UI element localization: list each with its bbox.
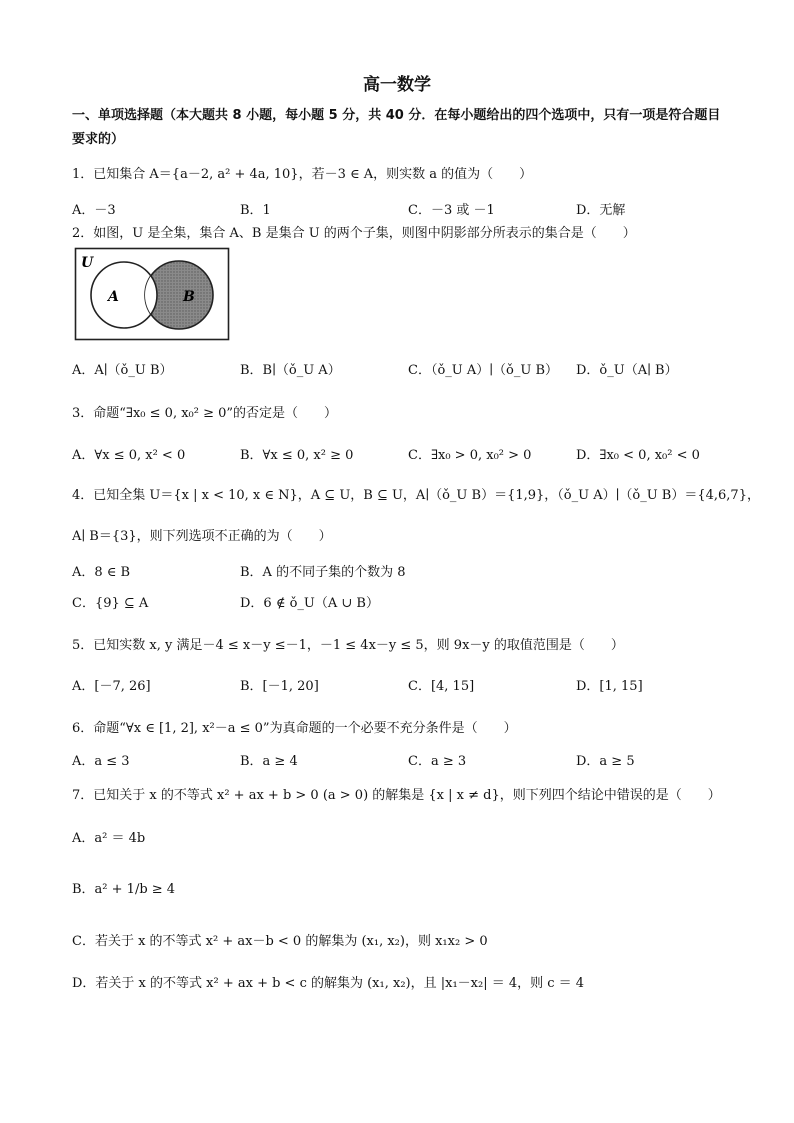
question-6-stem: 6．命题“∀x ∈ [1, 2], x²－a ≤ 0”为真命题的一个必要不充分条件是（ ） [72,721,517,736]
question-4-stem-continued: A∣ B＝{3}，则下列选项不正确的为（ ） [72,529,332,544]
set-b-label: B [183,289,195,305]
question-4-stem: 4．已知全集 U＝{x | x < 10, x ∈ N}，A ⊆ U，B ⊆ U，A∣（ǒ_U B）＝{1,9}，（ǒ_U A）∣（ǒ_U B）＝{4,6,7}， [72,488,760,503]
question-5-stem: 5．已知实数 x, y 满足－4 ≤ x－y ≤－1，－1 ≤ 4x－y ≤ 5，则 9x－y 的取值范围是（ ） [72,638,624,653]
question-3-option-a: A．∀x ≤ 0, x² < 0 [72,448,186,463]
page-title: 高一数学 [363,75,431,95]
question-2-option-c: C．（ǒ_U A）∣（ǒ_U B） [408,363,559,378]
question-6-option-c: C．a ≥ 3 [408,754,467,769]
question-4-option-d: D．6 ∉ ǒ_U（A ∪ B） [240,596,379,611]
question-3-option-d: D．∃x₀ < 0, x₀² < 0 [576,448,700,463]
set-a-label: A [108,289,119,305]
question-6-option-a: A．a ≤ 3 [72,754,130,769]
question-4-option-b: B．A 的不同子集的个数为 8 [240,565,406,580]
question-2-option-d: D．ǒ_U（A∣ B） [576,363,678,378]
question-3-stem: 3．命题“∃x₀ ≤ 0, x₀² ≥ 0”的否定是（ ） [72,406,338,421]
question-5-option-c: C．[4, 15] [408,679,475,694]
question-6-option-d: D．a ≥ 5 [576,754,635,769]
question-2-option-b: B．B∣（ǒ_U A） [240,363,341,378]
venn-diagram [74,247,230,345]
question-1-stem: 1．已知集合 A＝{a－2, a² + 4a, 10}，若－3 ∈ A，则实数 a 的值为（ ） [72,167,533,182]
question-1-option-b: B．1 [240,203,271,218]
question-5-option-b: B．[－1, 20] [240,679,319,694]
question-1-option-c: C．－3 或 －1 [408,203,495,218]
question-2-option-a: A．A∣（ǒ_U B） [72,363,173,378]
question-7-option-c: C．若关于 x 的不等式 x² + ax－b < 0 的解集为 (x₁, x₂)，则 x₁x₂ > 0 [72,934,488,949]
question-4-option-c: C．{9} ⊆ A [72,596,149,611]
question-3-option-b: B．∀x ≤ 0, x² ≥ 0 [240,448,354,463]
section-heading: 一、单项选择题（本大题共 8 小题，每小题 5 分，共 40 分．在每小题给出的四个选项中，只有一项是符合题目要求的） [72,108,721,147]
question-2-stem: 2．如图，U 是全集，集合 A、B 是集合 U 的两个子集，则图中阴影部分所表示的集合是（ ） [72,226,636,241]
question-5-option-a: A．[－7, 26] [72,679,151,694]
question-7-option-b: B．a² + 1/b ≥ 4 [72,882,176,897]
question-6-option-b: B．a ≥ 4 [240,754,298,769]
question-5-option-d: D．[1, 15] [576,679,643,694]
question-7-option-a: A．a² ＝ 4b [72,831,146,846]
question-1-option-a: A．－3 [72,203,116,218]
question-4-option-a: A．8 ∈ B [72,565,131,580]
question-7-stem: 7．已知关于 x 的不等式 x² + ax + b > 0 (a > 0) 的解集是 {x | x ≠ d}，则下列四个结论中错误的是（ ） [72,788,721,803]
universe-label: U [81,255,94,271]
question-1-option-d: D．无解 [576,203,626,218]
question-3-option-c: C．∃x₀ > 0, x₀² > 0 [408,448,532,463]
question-7-option-d: D．若关于 x 的不等式 x² + ax + b < c 的解集为 (x₁, x₂)，且 |x₁－x₂| ＝ 4，则 c ＝ 4 [72,976,585,991]
